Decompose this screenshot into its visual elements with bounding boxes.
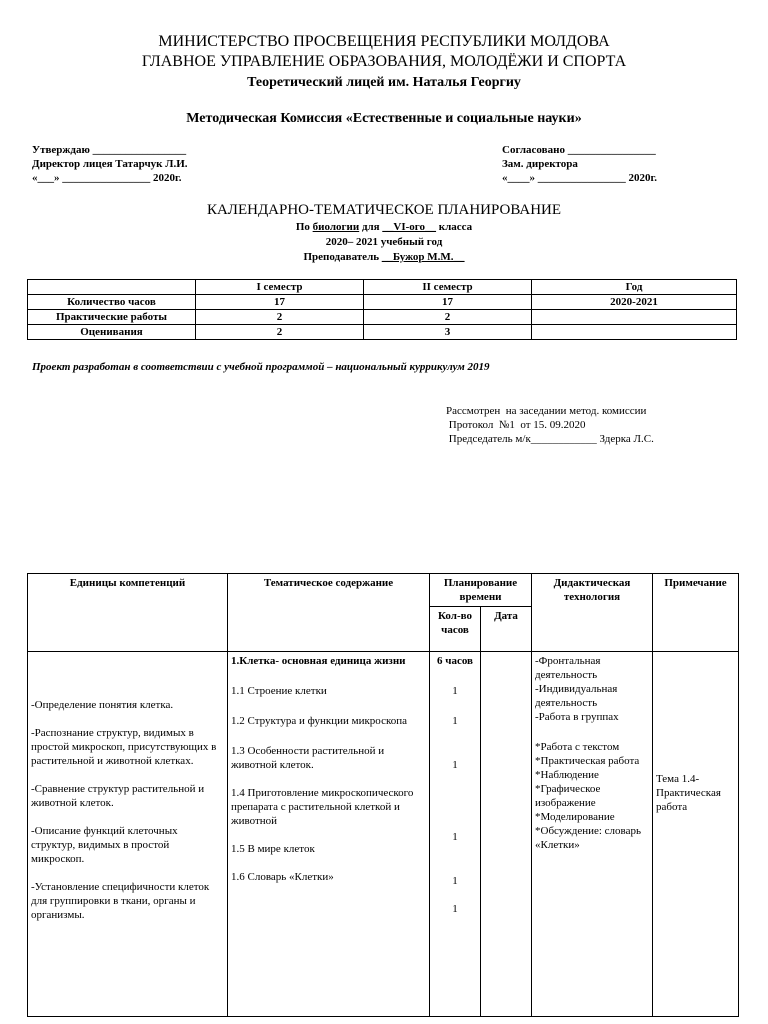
competence-header: Единицы компетенций: [28, 574, 228, 652]
technology-item: *Практическая работа: [535, 755, 640, 767]
school-name: Теоретический лицей им. Наталья Георгиу: [247, 75, 521, 90]
content-cell: [228, 652, 430, 1017]
summary-cell: [532, 325, 737, 340]
summary-cell: Количество часов: [28, 295, 196, 310]
summary-row: [28, 310, 737, 325]
hours-cell: [430, 652, 481, 1017]
summary-cell: 3: [364, 325, 532, 340]
summary-cell: 17: [364, 295, 532, 310]
commission-name: Методическая Комиссия «Естественные и социальные науки»: [186, 111, 582, 126]
teacher-prefix: Преподаватель: [303, 251, 382, 263]
summary-cell: 17: [196, 295, 364, 310]
grade: __VI-ого__: [382, 221, 436, 233]
summary-header-cell: [28, 280, 196, 295]
technology-item: *Работа с текстом: [535, 741, 620, 753]
approval-right: [502, 143, 657, 185]
competence-item: -Сравнение структур растительной и животной клеток.: [31, 783, 205, 809]
competence-item: -Установление специфичности клеток для группировки в ткани, органы и организмы.: [31, 881, 210, 921]
technology-item: *Обсуждение: словарь «Клетки»: [535, 825, 641, 851]
hours-header: Кол-во часов: [430, 607, 481, 652]
summary-cell: 2: [196, 310, 364, 325]
summary-table: [27, 279, 737, 340]
summary-cell: 2020-2021: [532, 295, 737, 310]
summary-header-row: [28, 280, 737, 295]
subject-mid: для: [359, 221, 383, 233]
planning-header-row: [28, 574, 739, 607]
teacher-name: __Бужор М.М.__: [381, 251, 465, 263]
topic-item: 1.4 Приготовление микроскопического препарата с растительной клеткой и животной: [231, 787, 414, 827]
director-line: Директор лицея Татарчук Л.И.: [32, 158, 188, 170]
technology-item: *Наблюдение: [535, 769, 599, 781]
hours-value: 1: [452, 831, 458, 843]
content-header: Тематическое содержание: [228, 574, 430, 652]
hours-value: 1: [452, 875, 458, 887]
review-block: [446, 404, 654, 446]
technology-header: Дидактическая технология: [532, 574, 653, 652]
summary-row: [28, 295, 737, 310]
summary-row: [28, 325, 737, 340]
summary-cell: 2: [364, 310, 532, 325]
note-text: Тема 1.4- Практическая работа: [656, 773, 721, 813]
school-year: 2020– 2021 учебный год: [325, 236, 443, 248]
technology-item: *Моделирование: [535, 811, 615, 823]
subject-line: [0, 220, 768, 234]
technology-item: *Графическое изображение: [535, 783, 601, 809]
summary-cell: Оценивания: [28, 325, 196, 340]
approval-left: [32, 143, 188, 185]
note-header: Примечание: [653, 574, 739, 652]
planning-table: [27, 573, 739, 1017]
summary-cell: Практические работы: [28, 310, 196, 325]
protocol-line: Протокол №1 от 15. 09.2020: [446, 419, 586, 431]
topic-title: 1.Клетка- основная единица жизни: [231, 655, 406, 667]
subject-prefix: По: [295, 221, 313, 233]
topic-item: 1.6 Словарь «Клетки»: [231, 871, 334, 883]
summary-header-cell: I семестр: [196, 280, 364, 295]
summary-header-cell: Год: [532, 280, 737, 295]
competence-item: -Описание функций клеточных структур, видимых в простой микроскоп.: [31, 825, 178, 865]
hours-value: 1: [452, 715, 458, 727]
summary-cell: 2: [196, 325, 364, 340]
plan-title: КАЛЕНДАРНО-ТЕМАТИЧЕСКОЕ ПЛАНИРОВАНИЕ: [206, 202, 562, 218]
ministry-title: МИНИСТЕРСТВО ПРОСВЕЩЕНИЯ РЕСПУБЛИКИ МОЛДОВА: [158, 33, 610, 50]
department-title: ГЛАВНОЕ УПРАВЛЕНИЕ ОБРАЗОВАНИЯ, МОЛОДЁЖИ И СПОРТА: [141, 53, 627, 70]
approve-date-line: «___» ________________ 2020г.: [32, 172, 182, 184]
topic-item: 1.2 Структура и функции микроскопа: [231, 715, 408, 727]
topic-item: 1.3 Особенности растительной и животной клеток.: [231, 745, 385, 771]
planning-header: Планирование времени: [430, 574, 532, 607]
hours-value: 1: [452, 903, 458, 915]
approve-line: Утверждаю _________________: [32, 144, 187, 156]
hours-value: 1: [452, 759, 458, 771]
agreed-line: Согласовано ________________: [502, 144, 656, 156]
agreed-date-line: «____» ________________ 2020г.: [502, 172, 658, 184]
topic-hours: 6 часов: [436, 655, 473, 667]
date-cell: [481, 652, 532, 1017]
deputy-line: Зам. директора: [502, 158, 578, 170]
competence-item: -Определение понятия клетка.: [31, 699, 174, 711]
project-note: Проект разработан в соответствии с учебной программой – национальный куррикулум 2019: [32, 361, 490, 373]
technology-item: -Индивидуальная деятельность: [535, 683, 618, 709]
summary-cell: [532, 310, 737, 325]
technology-item: -Работа в группах: [535, 711, 619, 723]
chairman-line: Председатель м/к____________ Здерка Л.С.: [446, 433, 654, 445]
review-line: Рассмотрен на заседании метод. комиссии: [446, 405, 647, 417]
subject-name: биологии: [312, 221, 360, 233]
teacher-line: [0, 250, 768, 264]
hours-value: 1: [452, 685, 458, 697]
competence-item: -Распознание структур, видимых в простой микроскоп, присутствующих в растительной и животной клетках.: [31, 727, 217, 767]
subject-suffix: класса: [435, 221, 473, 233]
date-header: Дата: [481, 607, 532, 652]
technology-item: -Фронтальная деятельность: [535, 655, 601, 681]
planning-row: [28, 652, 739, 1017]
summary-header-cell: II семестр: [364, 280, 532, 295]
topic-item: 1.1 Строение клетки: [231, 685, 327, 697]
competence-cell: [28, 652, 228, 1017]
topic-item: 1.5 В мире клеток: [231, 843, 315, 855]
note-cell: [653, 652, 739, 1017]
technology-cell: [532, 652, 653, 1017]
